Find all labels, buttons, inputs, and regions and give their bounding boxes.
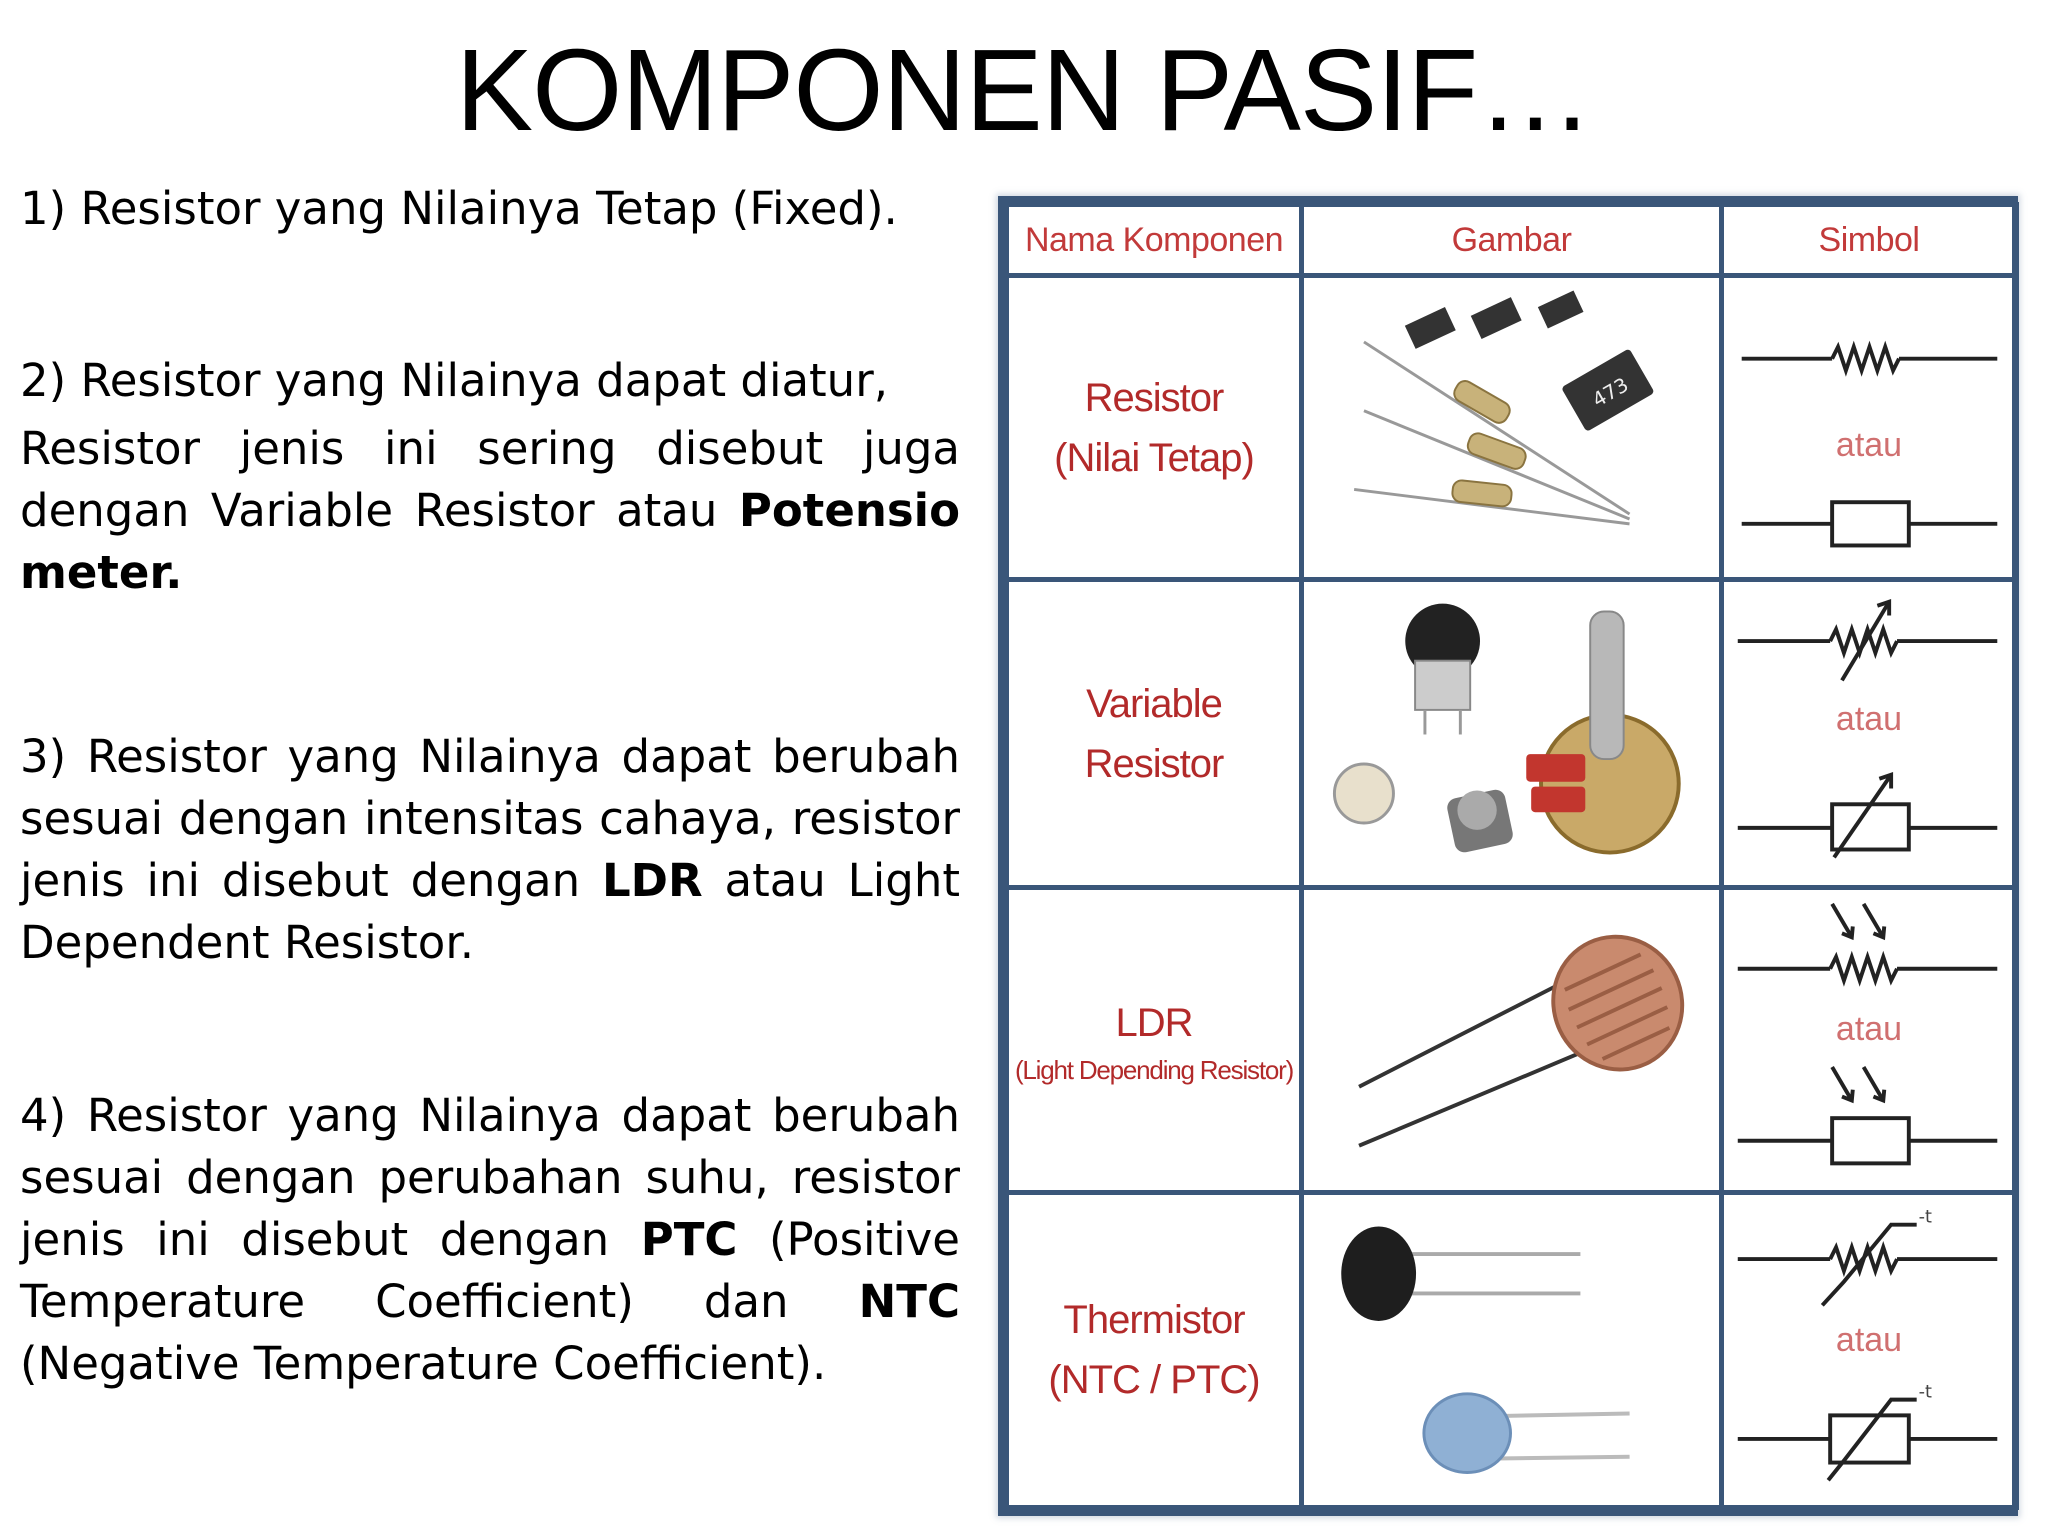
atau-label: atau (1835, 1321, 1903, 1359)
thermistor-image (1304, 1195, 1719, 1505)
thermistor-symbol (1722, 1193, 2017, 1508)
item-2-description: Resistor jenis ini sering disebut juga dengan Variable Resistor atau Potensio meter. (20, 422, 960, 599)
resistor-picture (1302, 276, 1722, 580)
row-resistor-name: Resistor (Nilai Tetap) (1007, 276, 1302, 580)
atau-label: atau (1835, 700, 1903, 738)
variable-resistor-picture (1302, 580, 1722, 888)
thermistor-mark-bottom: -t (1918, 1382, 1932, 1403)
item-2: 2) Resistor yang Nilainya dapat diatur, Resistor jenis ini sering disebut juga dengan Variable Resistor atau Potensio meter. (20, 350, 960, 604)
thermistor-mark-top: -t (1918, 1207, 1932, 1228)
smd-code-label: 473 (1588, 373, 1633, 412)
ldr-picture (1302, 888, 1722, 1193)
resistor-image (1304, 278, 1719, 577)
row-variable-resistor-name: Variable Resistor (1007, 580, 1302, 888)
row-ldr-name: LDR (Light Depending Resistor) (1007, 888, 1302, 1193)
item-4: 4) Resistor yang Nilainya dapat berubah sesuai dengan perubahan suhu, resistor jenis ini disebut dengan PTC (Positive Temperature Coefficient) dan NTC (Negative Temperature Coefficient). (20, 1089, 960, 1390)
thermistor-picture (1302, 1193, 1722, 1508)
header-nama-komponen: Nama Komponen (1007, 205, 1302, 276)
page-title: KOMPONEN PASIF… (455, 25, 1593, 155)
row-thermistor-name: Thermistor (NTC / PTC) (1007, 1193, 1302, 1508)
item-1: 1) Resistor yang Nilainya Tetap (Fixed). (20, 182, 898, 235)
variable-resistor-image (1304, 582, 1719, 885)
resistor-symbol (1722, 276, 2017, 580)
component-table (998, 196, 2018, 1516)
header-simbol: Simbol (1722, 205, 2017, 276)
atau-label: atau (1835, 1010, 1903, 1048)
ldr-symbol (1722, 888, 2017, 1193)
atau-label: atau (1835, 426, 1903, 464)
header-gambar: Gambar (1302, 205, 1722, 276)
item-3: 3) Resistor yang Nilainya dapat berubah sesuai dengan intensitas cahaya, resistor jenis ini disebut dengan LDR atau Light Dependent Resistor. (20, 730, 960, 969)
ldr-image (1304, 890, 1719, 1190)
variable-resistor-symbol (1722, 580, 2017, 888)
